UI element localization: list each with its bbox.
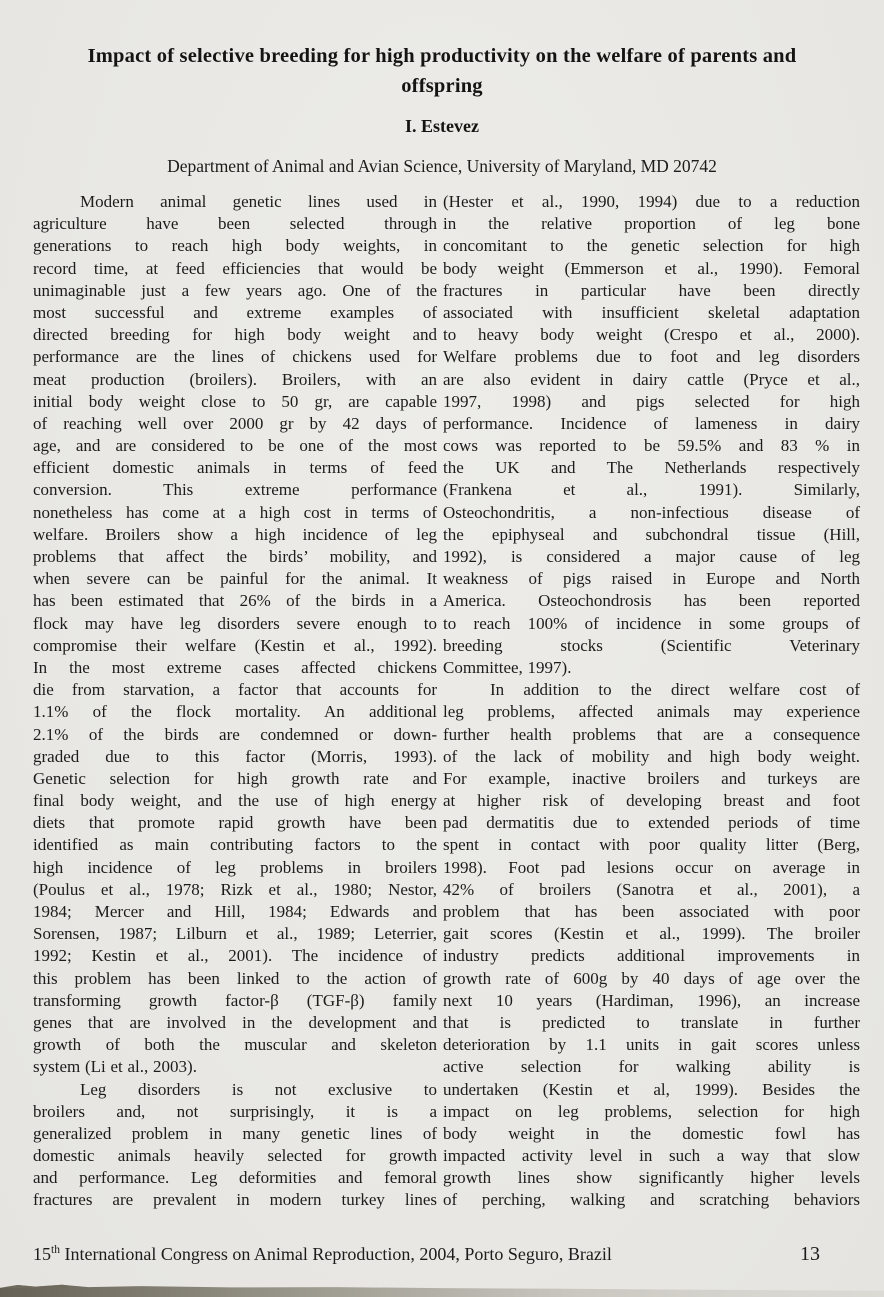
text-line: 1.1% of the flock mortality. An additional: [33, 702, 437, 722]
text-line: efficient domestic animals in terms of feed: [33, 458, 437, 478]
page-footer: [33, 1242, 820, 1266]
text-line: record time, at feed efficiencies that would be: [33, 258, 437, 278]
text-line: to reach 100% of incidence in some groups of: [443, 613, 860, 633]
text-line: spent in contact with poor quality litter (Berg,: [443, 835, 860, 855]
text-line: associated with insufficient skeletal adaptation: [443, 302, 860, 322]
text-line: that is predicted to translate in further: [443, 1012, 860, 1032]
text-line: fractures are prevalent in modern turkey lines: [33, 1190, 437, 1210]
paper-title-line-1: Impact of selective breeding for high productivity on the welfare of parents and: [87, 45, 797, 67]
text-line: leg problems, affected animals may experience: [443, 702, 860, 722]
text-line: 1997, 1998) and pigs selected for high: [443, 391, 860, 411]
text-line: impacted activity level in such a way that slow: [443, 1146, 860, 1166]
text-line: nonetheless has come at a high cost in terms of: [33, 502, 437, 522]
text-line: generalized problem in many genetic lines of: [33, 1123, 437, 1143]
text-line: welfare. Broilers show a high incidence of leg: [33, 524, 437, 544]
text-line: body weight (Emmerson et al., 1990). Femoral: [443, 258, 860, 278]
congress-text: International Congress on Animal Reproduction, 2004, Porto Seguro, Brazil: [59, 1244, 612, 1264]
text-line: when severe can be painful for the animal. It: [33, 569, 437, 589]
left-column: [33, 191, 437, 1212]
text-line: pad dermatitis due to extended periods of time: [443, 813, 860, 833]
text-line: age, and are considered to be one of the most: [33, 436, 437, 456]
text-line: problems that affect the birds’ mobility, and: [33, 547, 437, 566]
text-line: are also evident in dairy cattle (Pryce et al.,: [443, 369, 860, 389]
text-line: of perching, walking and scratching behaviors: [443, 1190, 860, 1210]
text-line: America. Osteochondrosis has been reported: [443, 591, 860, 611]
text-line: system (Li et al., 2003).: [33, 1057, 197, 1077]
text-line: further health problems that are a consequence: [443, 724, 860, 744]
text-line: growth lines show significantly higher levels: [443, 1168, 860, 1188]
text-line: directed breeding for high body weight and: [33, 325, 437, 345]
text-line: at higher risk of developing breast and foot: [443, 791, 860, 811]
text-line: fractures in particular have been directly: [443, 280, 860, 300]
text-line: of the lack of mobility and high body weight.: [443, 746, 860, 766]
text-line: In addition to the direct welfare cost of: [490, 680, 860, 700]
text-line: active selection for walking ability is: [443, 1057, 860, 1077]
right-column: [443, 191, 860, 1212]
text-line: Sorensen, 1987; Lilburn et al., 1989; Leterrier,: [33, 924, 437, 944]
text-line: growth rate of 600g by 40 days of age over the: [443, 968, 860, 988]
text-line: industry predicts additional improvements in: [443, 946, 860, 966]
text-line: 42% of broilers (Sanotra et al., 2001), a: [443, 879, 860, 899]
text-line: of reaching well over 2000 gr by 42 days of: [33, 413, 437, 433]
text-line: Modern animal genetic lines used in: [80, 192, 437, 211]
congress-ordinal-superscript: th: [51, 1244, 60, 1256]
text-line: conversion. This extreme performance: [33, 480, 437, 500]
text-line: to heavy body weight (Crespo et al., 2000).: [443, 325, 860, 345]
text-line: compromise their welfare (Kestin et al., 1992).: [33, 635, 437, 655]
text-line: agriculture have been selected through: [33, 214, 437, 234]
text-line: initial body weight close to 50 gr, are capable: [33, 391, 437, 411]
text-line: undertaken (Kestin et al, 1999). Besides the: [443, 1079, 860, 1099]
footer-citation: [33, 1242, 612, 1266]
text-line: flock may have leg disorders severe enough to: [33, 613, 437, 633]
text-line: In the most extreme cases affected chickens: [33, 657, 437, 677]
text-line: domestic animals heavily selected for growth: [33, 1146, 437, 1166]
text-line: meat production (broilers). Broilers, with an: [33, 369, 437, 389]
text-line: (Hester et al., 1990, 1994) due to a reduction: [443, 192, 860, 211]
text-line: genes that are involved in the development and: [33, 1012, 437, 1032]
text-line: next 10 years (Hardiman, 1996), an increase: [443, 990, 860, 1010]
text-line: deterioration by 1.1 units in gait scores unless: [443, 1035, 860, 1055]
text-line: final body weight, and the use of high energy: [33, 791, 437, 811]
text-line: and performance. Leg deformities and femoral: [33, 1168, 437, 1188]
congress-number: 15: [33, 1244, 51, 1264]
text-line: has been estimated that 26% of the birds in a: [33, 591, 437, 611]
text-line: performance. Incidence of lameness in dairy: [443, 413, 860, 433]
text-line: (Frankena et al., 1991). Similarly,: [443, 480, 860, 500]
text-line: 1998). Foot pad lesions occur on average in: [443, 857, 860, 877]
text-line: Committee, 1997).: [443, 657, 572, 677]
text-line: Genetic selection for high growth rate and: [33, 768, 437, 788]
text-line: Leg disorders is not exclusive to: [80, 1079, 437, 1099]
text-line: 1984; Mercer and Hill, 1984; Edwards and: [33, 902, 437, 921]
text-line: 1992; Kestin et al., 2001). The incidence of: [33, 946, 437, 966]
text-line: transforming growth factor-β (TGF-β) family: [33, 990, 437, 1010]
text-line: most successful and extreme examples of: [33, 302, 437, 322]
text-line: 2.1% of the birds are condemned or down-: [33, 724, 437, 744]
text-line: For example, inactive broilers and turkeys are: [443, 768, 860, 788]
text-line: Osteochondritis, a non-infectious disease of: [443, 502, 860, 522]
text-line: breeding stocks (Scientific Veterinary: [443, 635, 860, 655]
text-line: generations to reach high body weights, in: [33, 236, 437, 256]
text-line: unimaginable just a few years ago. One of the: [33, 280, 437, 300]
text-line: graded due to this factor (Morris, 1993).: [33, 746, 437, 766]
page-number: 13: [800, 1243, 820, 1265]
author-affiliation: Department of Animal and Avian Science, University of Maryland, MD 20742: [167, 156, 717, 176]
text-line: cows was reported to be 59.5% and 83 % in: [443, 436, 860, 456]
text-line: broilers and, not surprisingly, it is a: [33, 1101, 437, 1121]
text-line: body weight in the domestic fowl has: [443, 1123, 860, 1143]
text-line: the epiphyseal and subchondral tissue (Hill,: [443, 524, 860, 544]
text-line: diets that promote rapid growth have been: [33, 813, 437, 833]
text-line: in the relative proportion of leg bone: [443, 214, 860, 234]
text-line: performance are the lines of chickens used for: [33, 347, 437, 367]
text-line: gait scores (Kestin et al., 1999). The broiler: [443, 924, 860, 944]
text-line: Welfare problems due to foot and leg disorders: [443, 347, 860, 367]
text-line: this problem has been linked to the action of: [33, 968, 437, 988]
text-line: growth of both the muscular and skeleton: [33, 1035, 437, 1055]
text-line: (Poulus et al., 1978; Rizk et al., 1980; Nestor,: [33, 879, 437, 899]
paper-title-line-2: offspring: [401, 75, 483, 97]
paper-title: [0, 0, 884, 101]
text-line: the UK and The Netherlands respectively: [443, 458, 860, 478]
scan-edge-artifact: [0, 1284, 884, 1297]
author-name: I. Estevez: [405, 116, 479, 136]
text-line: identified as main contributing factors to the: [33, 835, 437, 855]
text-line: weakness of pigs raised in Europe and North: [443, 569, 860, 589]
text-line: concomitant to the genetic selection for high: [443, 236, 860, 256]
text-line: 1992), is considered a major cause of leg: [443, 547, 860, 566]
text-line: problem that has been associated with poor: [443, 902, 860, 921]
text-line: impact on leg problems, selection for high: [443, 1101, 860, 1121]
text-line: die from starvation, a factor that accounts for: [33, 680, 437, 700]
body-columns: [0, 178, 884, 1212]
text-line: high incidence of leg problems in broilers: [33, 857, 437, 877]
